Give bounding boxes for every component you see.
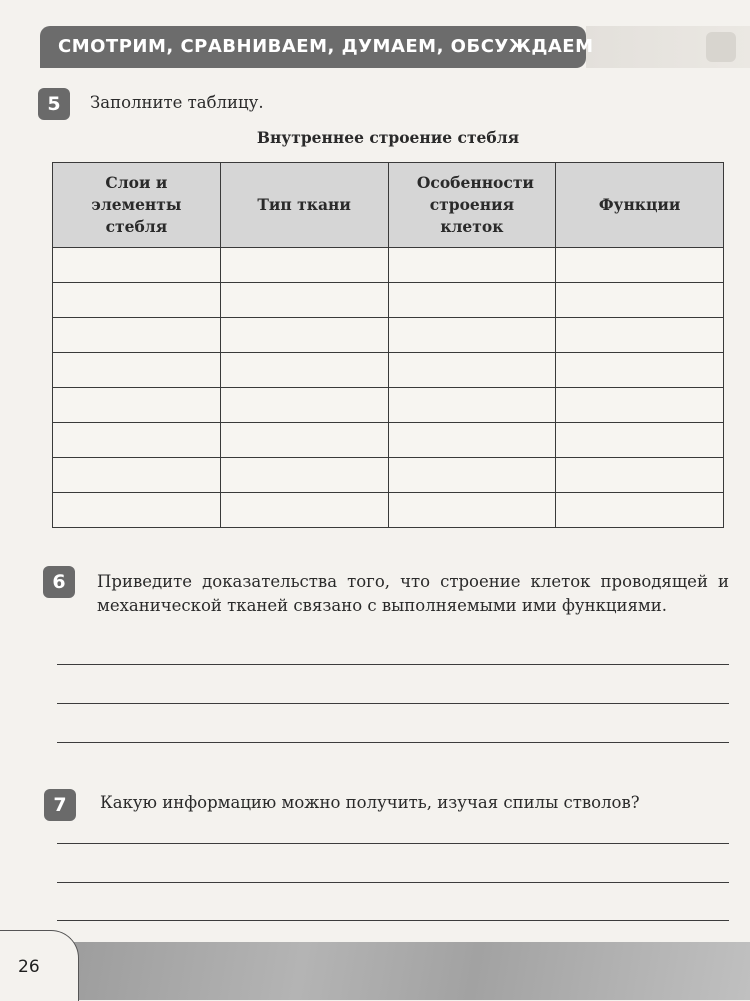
table-cell[interactable] <box>53 458 221 493</box>
footer-band <box>60 942 750 1000</box>
table-row <box>53 493 724 528</box>
answer-line[interactable] <box>57 703 729 704</box>
task-5-prompt: Заполните таблицу. <box>90 93 264 112</box>
table-cell[interactable] <box>556 248 724 283</box>
table-row <box>53 423 724 458</box>
page-number: 26 <box>18 957 40 977</box>
table-row <box>53 283 724 318</box>
table-cell[interactable] <box>53 493 221 528</box>
header-ghost-badge <box>706 32 736 62</box>
table-cell[interactable] <box>388 493 556 528</box>
table-cell[interactable] <box>556 353 724 388</box>
task-6-number: 6 <box>43 566 75 598</box>
table-cell[interactable] <box>388 458 556 493</box>
table-cell[interactable] <box>220 318 388 353</box>
answer-line[interactable] <box>57 882 729 883</box>
table-cell[interactable] <box>220 353 388 388</box>
answer-line[interactable] <box>57 843 729 844</box>
table-row <box>53 458 724 493</box>
table-cell[interactable] <box>388 283 556 318</box>
task-7-prompt: Какую информацию можно получить, изучая спилы стволов? <box>100 793 640 812</box>
answer-line[interactable] <box>57 664 729 665</box>
task-6-prompt: Приведите доказательства того, что строение клеток проводящей и механической тканей связано с выполняемыми ими функциями. <box>97 572 729 615</box>
table-cell[interactable] <box>53 283 221 318</box>
table-title: Внутреннее строение стебля <box>256 128 520 147</box>
table-cell[interactable] <box>556 458 724 493</box>
table-row <box>53 353 724 388</box>
table-row <box>53 318 724 353</box>
table-cell[interactable] <box>556 283 724 318</box>
table-cell[interactable] <box>388 318 556 353</box>
answer-line[interactable] <box>57 920 729 921</box>
table-cell[interactable] <box>220 458 388 493</box>
table-cell[interactable] <box>220 423 388 458</box>
table-row <box>53 388 724 423</box>
table-cell[interactable] <box>388 248 556 283</box>
table-cell[interactable] <box>220 493 388 528</box>
table-cell[interactable] <box>53 388 221 423</box>
table-cell[interactable] <box>556 318 724 353</box>
table-row <box>53 248 724 283</box>
table-cell[interactable] <box>220 248 388 283</box>
answer-line[interactable] <box>57 742 729 743</box>
column-header-functions: Функции <box>556 163 724 248</box>
column-header-layers: Слои и элементы стебля <box>53 163 221 248</box>
section-header: СМОТРИМ, СРАВНИВАЕМ, ДУМАЕМ, ОБСУЖДАЕМ <box>40 26 586 68</box>
table-header-row <box>53 163 724 248</box>
table-cell[interactable] <box>556 493 724 528</box>
table-cell[interactable] <box>388 388 556 423</box>
table-cell[interactable] <box>53 248 221 283</box>
table-cell[interactable] <box>53 353 221 388</box>
table-cell[interactable] <box>388 423 556 458</box>
table-cell[interactable] <box>220 388 388 423</box>
table-cell[interactable] <box>53 423 221 458</box>
task-7-number: 7 <box>44 789 76 821</box>
table-cell[interactable] <box>220 283 388 318</box>
column-header-tissue-type: Тип ткани <box>220 163 388 248</box>
column-header-cell-features: Особенности строения клеток <box>388 163 556 248</box>
table-cell[interactable] <box>556 388 724 423</box>
table-cell[interactable] <box>556 423 724 458</box>
table-cell[interactable] <box>388 353 556 388</box>
stem-structure-table <box>52 162 724 528</box>
table-cell[interactable] <box>53 318 221 353</box>
task-5-number: 5 <box>38 88 70 120</box>
header-bar-extension <box>586 26 750 68</box>
